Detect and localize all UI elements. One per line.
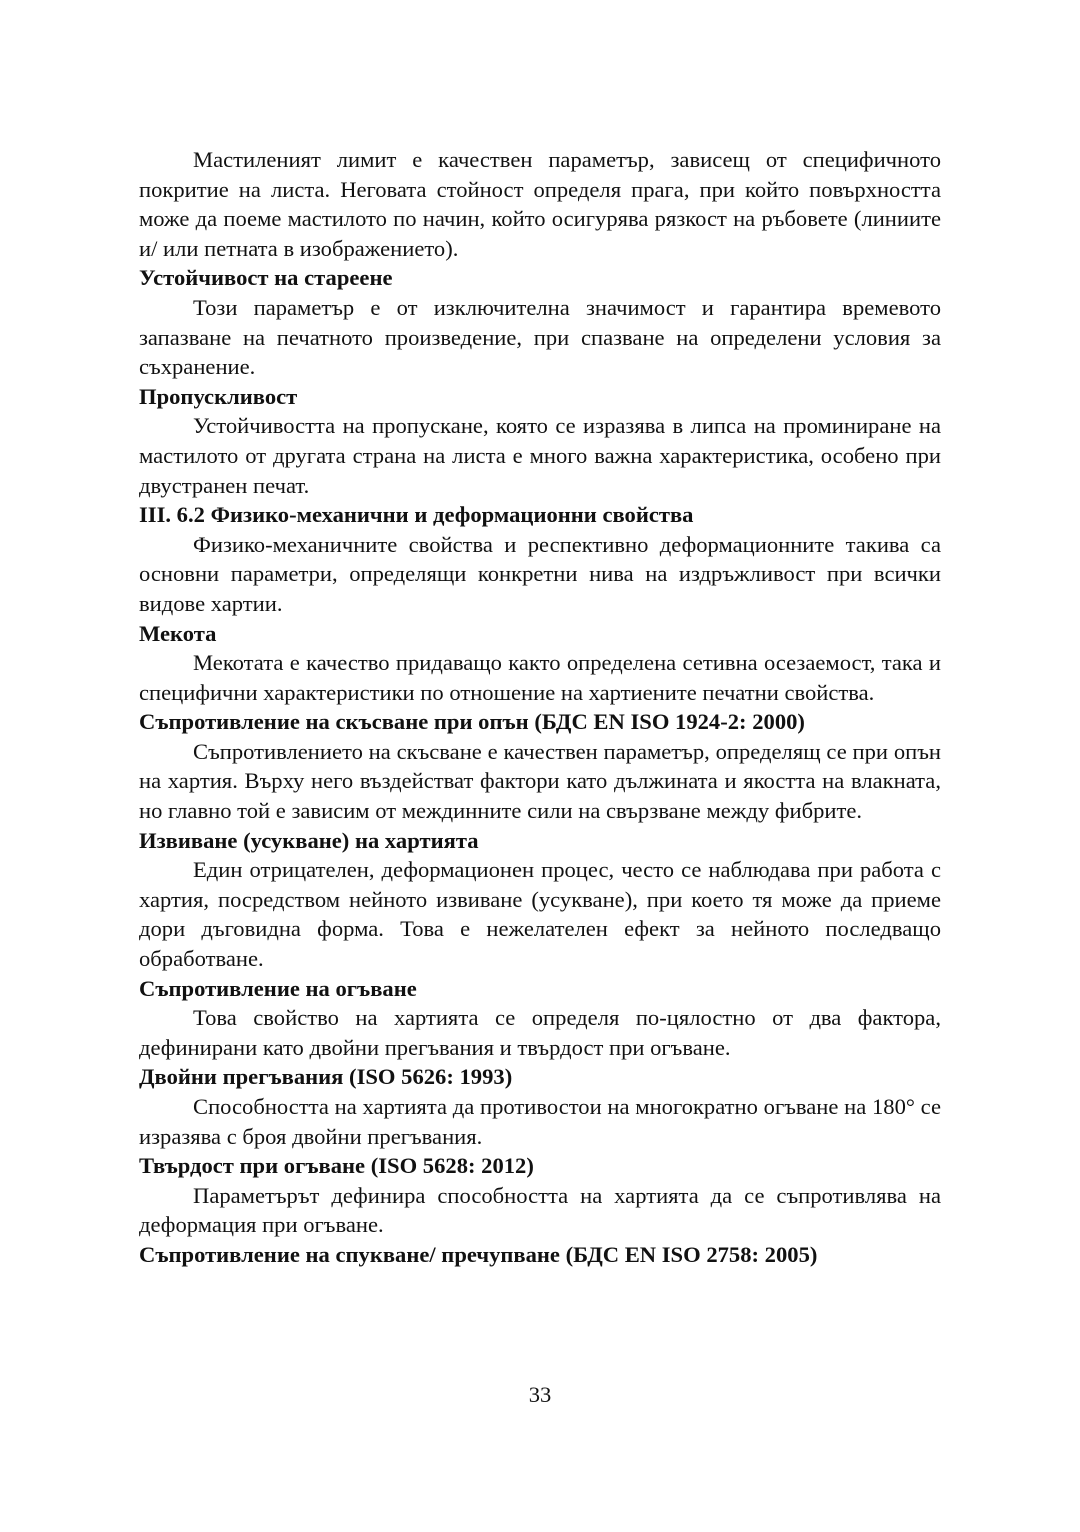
heading-aging-resistance: Устойчивост на стареене [139,265,393,291]
page-number: 33 [528,1382,552,1407]
heading-bending-stiffness: Твърдост при огъване (ISO 5628: 2012) [139,1153,534,1179]
paragraph-bending-stiffness: Параметърът дефинира способността на хартията да се съпротивлява на деформация при огъване. [139,1182,941,1238]
heading-softness: Мекота [139,620,217,646]
paragraph-aging-resistance: Този параметър е от изключителна значимост и гарантира времевото запазване на печатното произведение, при спазване на определени условия за съхранение. [139,294,941,380]
paragraph-curl: Един отрицателен, деформационен процес, често се наблюдава при работа с хартия, посредством нейното извиване (усукване), при което тя може да приеме дори дъговидна форма. Това е нежелателен ефект за нейното последващо обработване. [139,857,941,972]
paragraph-tensile-strength: Съпротивлението на скъсване е качествен параметър, определящ се при опън на хартия. Върху него въздействат фактори като дължината и якостта на влакната, но главно той е зависим от междинните сили на свързване между фибрите. [139,738,941,824]
paragraph-ink-limit: Мастиленият лимит е качествен параметър, зависещ от специфичното покритие на листа. Неговата стойност определя прага, при който повърхността може да поеме мастилото по начин, който осигурява рязкост на ръбовете (линиите и/ или петната в изображението). [139,147,941,261]
paragraph-softness: Мекотата е качество придаващо както определена сетивна осезаемост, така и специфични характеристики по отношение на хартиените печатни свойства. [139,650,941,705]
paragraph-permeability: Устойчивостта на пропускане, която се изразява в липса на проминиране на мастилото от другата страна на листа е много важна характеристика, особено при двустранен печат. [139,413,941,498]
paragraph-bending-resistance: Това свойство на хартията се определя по-цялостно от два фактора, дефинирани като двойни прегъвания и твърдост при огъване. [139,1005,941,1060]
heading-curl: Извиване (усукване) на хартията [139,827,479,853]
heading-burst-strength: Съпротивление на спукване/ пречупване (БДС EN ISO 2758: 2005) [139,1241,818,1267]
heading-bending-resistance: Съпротивление на огъване [139,975,417,1001]
heading-double-folds: Двойни прегъвания (ISO 5626: 1993) [139,1064,513,1090]
heading-permeability: Пропускливост [139,383,298,409]
paragraph-double-folds: Способността на хартията да противостои на многократно огъване на 180° се изразява с броя двойни прегъвания. [139,1094,941,1149]
paragraph-physico-mechanical: Физико-механичните свойства и респективно деформационните такива са основни параметри, определящи конкретни нива на издръжливост при всички видове хартии. [139,531,941,616]
heading-tensile-strength: Съпротивление на скъсване при опън (БДС EN ISO 1924-2: 2000) [139,709,805,735]
page-body [139,145,941,1270]
section-heading-physico-mechanical: III. 6.2 Физико-механични и деформационни свойства [139,502,694,528]
